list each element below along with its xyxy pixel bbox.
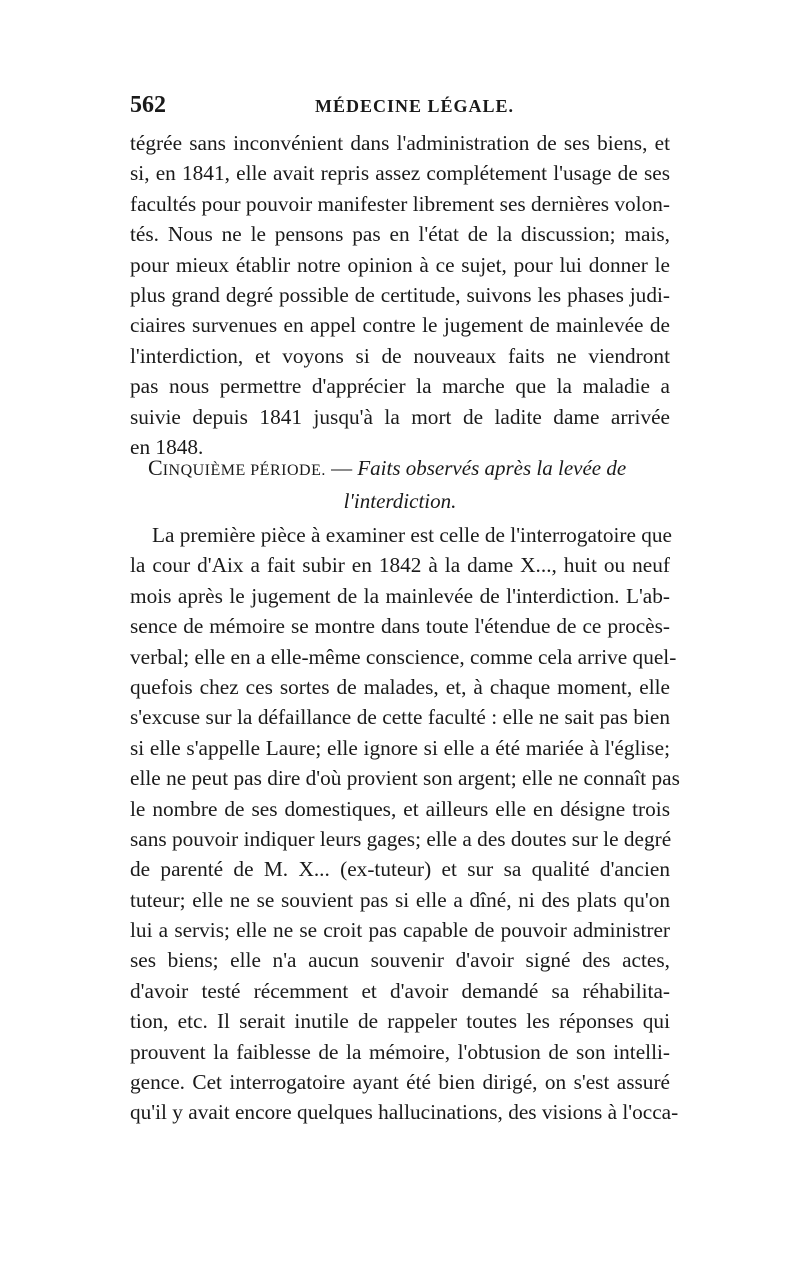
section-title-part-1: Faits observés après la levée de xyxy=(357,456,627,480)
text-line: mois après le jugement de la mainlevée de l'interdiction. L'ab- xyxy=(130,583,670,608)
text-line: elle ne peut pas dire d'où provient son argent; elle ne connaît pas xyxy=(130,766,680,791)
section-label: INQUIÈME PÉRIODE. xyxy=(162,462,326,479)
text-line: si elle s'appelle Laure; elle ignore si elle a été mariée à l'église; xyxy=(130,735,670,760)
section-heading-line-1 xyxy=(130,453,670,486)
text-line: d'avoir testé récemment et d'avoir demandé sa réhabilita- xyxy=(130,978,670,1003)
text-line: ses biens; elle n'a aucun souvenir d'avoir signé des actes, xyxy=(130,948,670,973)
running-title: MÉDECINE LÉGALE. xyxy=(315,96,515,116)
text-line: pour mieux établir notre opinion à ce sujet, pour lui donner le xyxy=(130,252,670,277)
paragraph-1 xyxy=(130,128,670,462)
text-line: verbal; elle en a elle-même conscience, comme cela arrive quel- xyxy=(130,644,677,669)
text-line: qu'il y avait encore quelques hallucinations, des visions à l'occa- xyxy=(130,1100,679,1125)
text-line: gence. Cet interrogatoire ayant été bien dirigé, on s'est assuré xyxy=(130,1070,670,1095)
running-head xyxy=(130,92,670,122)
text-line: l'interdiction, et voyons si de nouveaux faits ne viendront xyxy=(130,343,670,368)
text-line: si, en 1841, elle avait repris assez complétement l'usage de ses xyxy=(130,161,670,186)
section-label-initial: C xyxy=(148,455,163,480)
section-dash: — xyxy=(331,456,353,480)
text-line: s'excuse sur la défaillance de cette faculté : elle ne sait pas bien xyxy=(130,705,670,730)
paragraph-2 xyxy=(130,520,680,1128)
text-line: tuteur; elle ne se souvient pas si elle a dîné, ni des plats qu'on xyxy=(130,887,670,912)
text-line: sence de mémoire se montre dans toute l'étendue de ce procès- xyxy=(130,614,670,639)
text-line: en 1848. xyxy=(130,434,204,459)
section-title-part-2: l'interdiction. xyxy=(343,489,457,513)
text-line: prouvent la faiblesse de la mémoire, l'obtusion de son intelli- xyxy=(130,1039,670,1064)
text-line: facultés pour pouvoir manifester librement ses dernières volon- xyxy=(130,191,670,216)
text-line: plus grand degré possible de certitude, suivons les phases judi- xyxy=(130,282,670,307)
page-number: 562 xyxy=(130,92,166,118)
text-line: La première pièce à examiner est celle de l'interrogatoire que xyxy=(152,523,673,547)
text-line: tés. Nous ne le pensons pas en l'état de la discussion; mais, xyxy=(130,222,670,247)
text-line: tion, etc. Il serait inutile de rappeler toutes les réponses qui xyxy=(130,1009,670,1034)
text-line: le nombre de ses domestiques, et ailleurs elle en désigne trois xyxy=(130,796,670,821)
text-line: suivie depuis 1841 jusqu'à la mort de ladite dame arrivée xyxy=(130,404,670,429)
text-line: sans pouvoir indiquer leurs gages; elle a des doutes sur le degré xyxy=(130,826,672,851)
text-line: ciaires survenues en appel contre le jugement de mainlevée de xyxy=(130,313,670,338)
text-line: pas nous permettre d'apprécier la marche que la maladie a xyxy=(130,374,670,399)
text-line: quefois chez ces sortes de malades, et, à chaque moment, elle xyxy=(130,674,670,699)
text-line: tégrée sans inconvénient dans l'administration de ses biens, et xyxy=(130,131,670,155)
section-heading xyxy=(130,453,670,516)
text-line: la cour d'Aix a fait subir en 1842 à la dame X..., huit ou neuf xyxy=(130,553,670,578)
text-line: lui a servis; elle ne se croit pas capable de pouvoir administrer xyxy=(130,918,670,943)
text-line: de parenté de M. X... (ex-tuteur) et sur sa qualité d'ancien xyxy=(130,857,670,882)
